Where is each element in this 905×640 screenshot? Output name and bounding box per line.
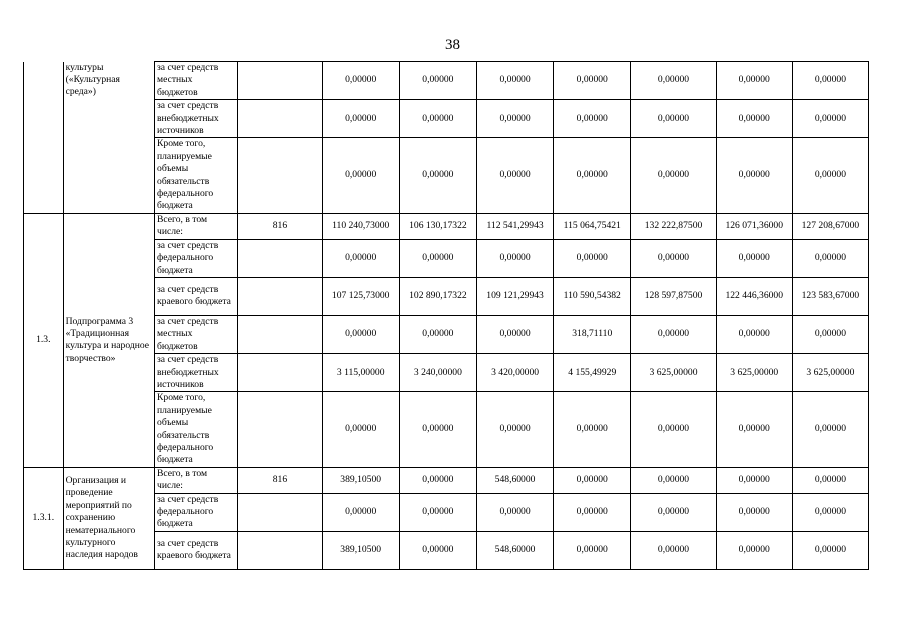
value-cell: 0,00000 [476,239,553,277]
value-cell: 0,00000 [554,239,631,277]
value-cell: 109 121,29943 [476,277,553,315]
value-cell: 110 590,54382 [554,277,631,315]
value-cell: 0,00000 [554,467,631,493]
value-cell: 389,10500 [322,467,399,493]
page-number: 38 [445,37,460,53]
value-cell: 0,00000 [792,138,868,213]
value-cell: 0,00000 [399,100,476,138]
value-cell: 123 583,67000 [792,277,868,315]
value-cell: 0,00000 [716,62,792,100]
value-cell: 0,00000 [322,62,399,100]
value-cell: 0,00000 [322,493,399,531]
value-cell: 106 130,17322 [399,213,476,239]
value-cell: 0,00000 [322,392,399,467]
row-number-cell: 1.3. [24,213,64,467]
funding-source-cell: за счет средств внебюджетных источников [155,100,238,138]
value-cell: 0,00000 [792,62,868,100]
value-cell: 102 890,17322 [399,277,476,315]
value-cell: 0,00000 [631,392,716,467]
value-cell: 0,00000 [476,315,553,353]
value-cell: 0,00000 [476,392,553,467]
value-cell: 0,00000 [322,315,399,353]
value-cell: 0,00000 [399,315,476,353]
funding-source-cell: за счет средств местных бюджетов [155,62,238,100]
value-cell: 107 125,73000 [322,277,399,315]
value-cell: 132 222,87500 [631,213,716,239]
value-cell: 4 155,49929 [554,354,631,392]
funding-source-cell: Всего, в том числе: [155,213,238,239]
value-cell: 548,60000 [476,467,553,493]
value-cell: 0,00000 [792,392,868,467]
value-cell: 3 625,00000 [792,354,868,392]
value-cell: 0,00000 [476,100,553,138]
budget-code-cell: 816 [238,467,322,493]
value-cell: 0,00000 [322,138,399,213]
value-cell: 0,00000 [399,467,476,493]
value-cell: 3 240,00000 [399,354,476,392]
budget-code-cell [238,315,322,353]
budget-code-cell [238,531,322,569]
value-cell: 0,00000 [716,315,792,353]
value-cell: 126 071,36000 [716,213,792,239]
value-cell: 0,00000 [399,239,476,277]
value-cell: 0,00000 [399,392,476,467]
value-cell: 0,00000 [716,531,792,569]
program-name-cell: Организация и проведение мероприятий по сохранению нематериального культурного наследия народов [63,467,154,569]
budget-code-cell [238,100,322,138]
value-cell: 0,00000 [554,392,631,467]
budget-code-cell [238,493,322,531]
table-row [24,467,869,493]
value-cell: 0,00000 [476,62,553,100]
value-cell: 0,00000 [631,531,716,569]
value-cell: 0,00000 [476,493,553,531]
value-cell: 0,00000 [716,467,792,493]
value-cell: 0,00000 [631,467,716,493]
value-cell: 0,00000 [716,100,792,138]
value-cell: 0,00000 [554,531,631,569]
value-cell: 0,00000 [554,62,631,100]
value-cell: 115 064,75421 [554,213,631,239]
value-cell: 0,00000 [322,239,399,277]
funding-source-cell: за счет средств местных бюджетов [155,315,238,353]
value-cell: 3 420,00000 [476,354,553,392]
budget-table [23,61,869,570]
value-cell: 128 597,87500 [631,277,716,315]
value-cell: 0,00000 [476,138,553,213]
value-cell: 0,00000 [631,315,716,353]
budget-code-cell [238,239,322,277]
value-cell: 0,00000 [631,62,716,100]
value-cell: 3 625,00000 [631,354,716,392]
funding-source-cell: за счет средств федерального бюджета [155,493,238,531]
program-name-cell: Подпрограмма 3 «Традиционная культура и народное творчество» [63,213,154,467]
value-cell: 0,00000 [631,239,716,277]
value-cell: 0,00000 [399,531,476,569]
value-cell: 0,00000 [554,100,631,138]
value-cell: 0,00000 [792,493,868,531]
value-cell: 0,00000 [716,392,792,467]
program-name-cell: культуры («Культурная среда») [63,62,154,214]
budget-code-cell [238,392,322,467]
value-cell: 122 446,36000 [716,277,792,315]
budget-code-cell: 816 [238,213,322,239]
value-cell: 3 625,00000 [716,354,792,392]
budget-code-cell [238,277,322,315]
funding-source-cell: Кроме того, планируемые объемы обязательств федерального бюджета [155,392,238,467]
value-cell: 0,00000 [792,315,868,353]
funding-source-cell: Кроме того, планируемые объемы обязательств федерального бюджета [155,138,238,213]
funding-source-cell: Всего, в том числе: [155,467,238,493]
value-cell: 0,00000 [399,62,476,100]
value-cell: 0,00000 [716,239,792,277]
funding-source-cell: за счет средств краевого бюджета [155,531,238,569]
budget-code-cell [238,138,322,213]
value-cell: 0,00000 [716,493,792,531]
value-cell: 548,60000 [476,531,553,569]
table-row [24,62,869,100]
value-cell: 112 541,29943 [476,213,553,239]
value-cell: 0,00000 [716,138,792,213]
value-cell: 0,00000 [792,239,868,277]
value-cell: 0,00000 [554,493,631,531]
row-number-cell: 1.3.1. [24,467,64,569]
value-cell: 0,00000 [554,138,631,213]
table-row [24,213,869,239]
value-cell: 0,00000 [631,493,716,531]
budget-code-cell [238,354,322,392]
value-cell: 127 208,67000 [792,213,868,239]
value-cell: 0,00000 [792,100,868,138]
value-cell: 0,00000 [631,100,716,138]
funding-source-cell: за счет средств внебюджетных источников [155,354,238,392]
value-cell: 0,00000 [322,100,399,138]
budget-code-cell [238,62,322,100]
value-cell: 0,00000 [399,138,476,213]
funding-source-cell: за счет средств краевого бюджета [155,277,238,315]
value-cell: 3 115,00000 [322,354,399,392]
value-cell: 318,71110 [554,315,631,353]
value-cell: 0,00000 [399,493,476,531]
value-cell: 0,00000 [792,531,868,569]
funding-source-cell: за счет средств федерального бюджета [155,239,238,277]
value-cell: 0,00000 [631,138,716,213]
row-number-cell [24,62,64,214]
value-cell: 389,10500 [322,531,399,569]
value-cell: 0,00000 [792,467,868,493]
value-cell: 110 240,73000 [322,213,399,239]
